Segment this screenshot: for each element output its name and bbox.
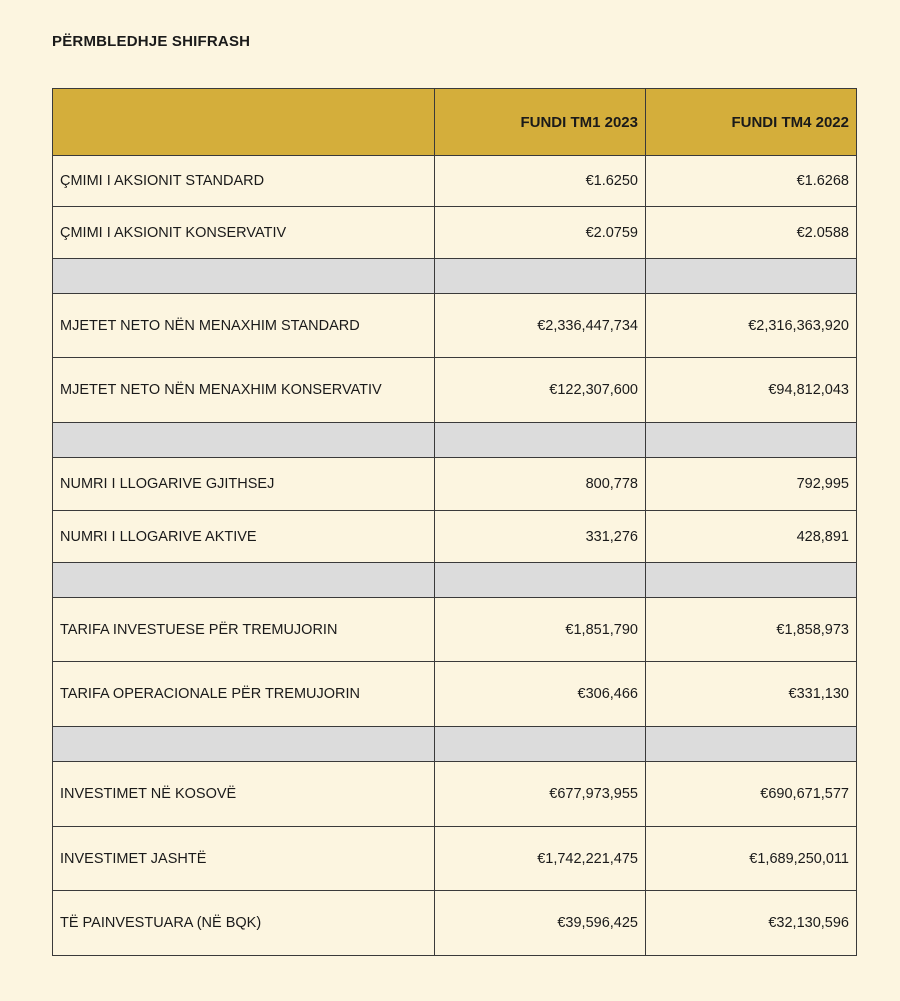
table-row <box>53 156 857 207</box>
separator-cell <box>646 727 857 762</box>
value-q4-2022: €690,671,577 <box>646 762 857 827</box>
table-header-row <box>53 89 857 156</box>
separator-cell <box>53 259 435 294</box>
table-row <box>53 358 857 423</box>
value-q4-2022: €1,689,250,011 <box>646 827 857 891</box>
value-q1-2023: 800,778 <box>435 458 646 511</box>
row-label: INVESTIMET NË KOSOVË <box>53 762 435 827</box>
header-label-column <box>53 89 435 156</box>
separator-cell <box>435 423 646 458</box>
table-row <box>53 294 857 358</box>
table-row <box>53 827 857 891</box>
value-q4-2022: €1,858,973 <box>646 598 857 662</box>
header-q1-2023: FUNDI TM1 2023 <box>435 89 646 156</box>
row-label: INVESTIMET JASHTË <box>53 827 435 891</box>
header-q4-2022: FUNDI TM4 2022 <box>646 89 857 156</box>
value-q4-2022: €94,812,043 <box>646 358 857 423</box>
row-label: NUMRI I LLOGARIVE GJITHSEJ <box>53 458 435 511</box>
value-q4-2022: €32,130,596 <box>646 891 857 956</box>
value-q1-2023: €2.0759 <box>435 207 646 259</box>
separator-row <box>53 423 857 458</box>
table-row <box>53 662 857 727</box>
separator-row <box>53 727 857 762</box>
document-title: PËRMBLEDHJE SHIFRASH <box>52 33 251 50</box>
row-label: MJETET NETO NËN MENAXHIM KONSERVATIV <box>53 358 435 423</box>
value-q1-2023: €677,973,955 <box>435 762 646 827</box>
separator-row <box>53 259 857 294</box>
value-q1-2023: 331,276 <box>435 511 646 563</box>
row-label: ÇMIMI I AKSIONIT STANDARD <box>53 156 435 207</box>
row-label: TË PAINVESTUARA (NË BQK) <box>53 891 435 956</box>
table-row <box>53 207 857 259</box>
value-q1-2023: €306,466 <box>435 662 646 727</box>
table-row <box>53 762 857 827</box>
separator-cell <box>435 727 646 762</box>
value-q1-2023: €2,336,447,734 <box>435 294 646 358</box>
table-row <box>53 891 857 956</box>
separator-cell <box>435 563 646 598</box>
row-label: NUMRI I LLOGARIVE AKTIVE <box>53 511 435 563</box>
value-q1-2023: €1.6250 <box>435 156 646 207</box>
separator-row <box>53 563 857 598</box>
value-q1-2023: €1,742,221,475 <box>435 827 646 891</box>
table-row <box>53 511 857 563</box>
row-label: TARIFA INVESTUESE PËR TREMUJORIN <box>53 598 435 662</box>
table-row <box>53 598 857 662</box>
value-q4-2022: €331,130 <box>646 662 857 727</box>
value-q1-2023: €122,307,600 <box>435 358 646 423</box>
table-row <box>53 458 857 511</box>
row-label: TARIFA OPERACIONALE PËR TREMUJORIN <box>53 662 435 727</box>
value-q4-2022: 428,891 <box>646 511 857 563</box>
separator-cell <box>646 423 857 458</box>
row-label: ÇMIMI I AKSIONIT KONSERVATIV <box>53 207 435 259</box>
separator-cell <box>646 259 857 294</box>
separator-cell <box>53 563 435 598</box>
separator-cell <box>53 727 435 762</box>
separator-cell <box>435 259 646 294</box>
value-q4-2022: €2,316,363,920 <box>646 294 857 358</box>
value-q4-2022: 792,995 <box>646 458 857 511</box>
value-q1-2023: €39,596,425 <box>435 891 646 956</box>
row-label: MJETET NETO NËN MENAXHIM STANDARD <box>53 294 435 358</box>
summary-table <box>52 88 857 956</box>
table-body <box>53 156 857 956</box>
separator-cell <box>53 423 435 458</box>
value-q1-2023: €1,851,790 <box>435 598 646 662</box>
value-q4-2022: €1.6268 <box>646 156 857 207</box>
separator-cell <box>646 563 857 598</box>
value-q4-2022: €2.0588 <box>646 207 857 259</box>
